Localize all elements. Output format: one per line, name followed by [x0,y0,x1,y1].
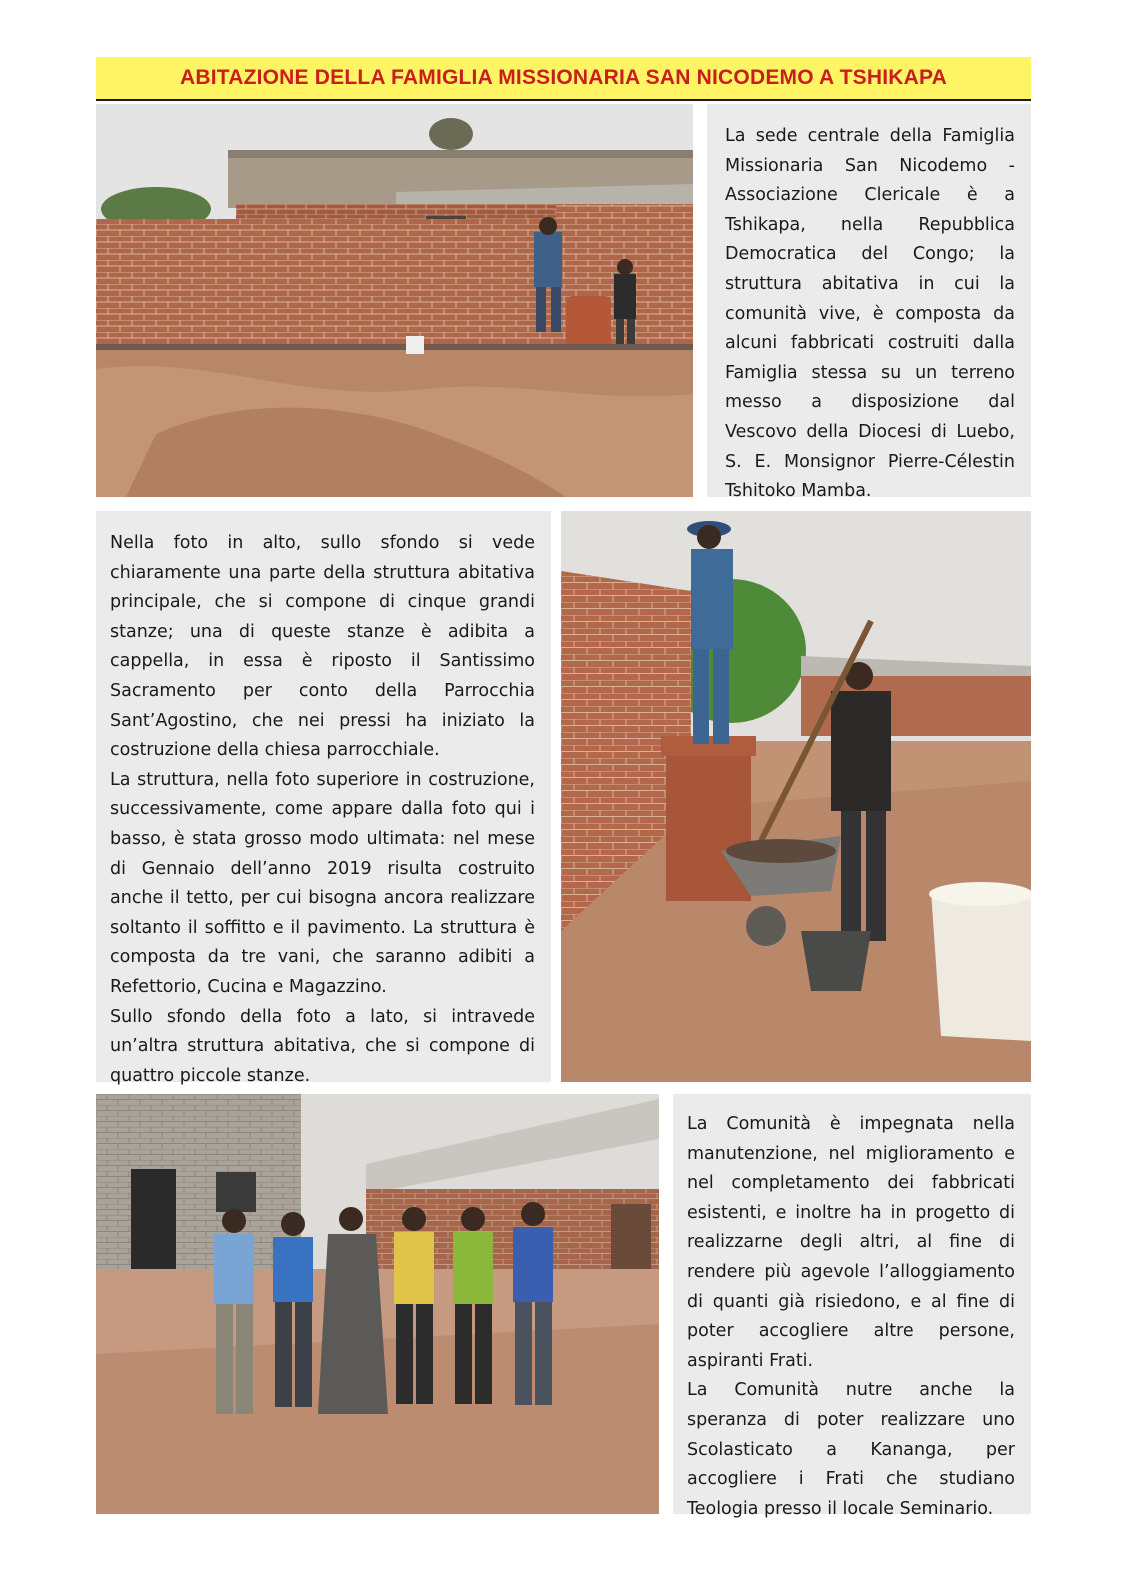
community-group-photo [96,1094,659,1514]
description-paragraph-3: Sullo sfondo della foto a lato, si intravede un’altra struttura abitativa, che si compone di quattro piccole stanze. [110,1006,535,1086]
page-title-bar [96,57,1031,101]
page-title: ABITAZIONE DELLA FAMIGLIA MISSIONARIA SAN NICODEMO A TSHIKAPA [179,66,948,89]
plans-paragraph-2: La Comunità nutre anche la speranza di poter realizzare uno Scolasticato a Kananga, per accogliere i Frati che studiano Teologia presso il locale Seminario. [687,1380,1015,1519]
description-paragraph-2: La struttura, nella foto superiore in costruzione, successivamente, come appare dalla foto qui i basso, è stata grosso modo ultimata: nel mese di Gennaio dell’anno 2019 risulta costruito anche il tetto, per cui bisogna ancora realizzare soltanto il soffitto e il pavimento. La struttura è composta da tre vani, che saranno adibiti a Refettorio, Cucina e Magazzino. [110,769,535,997]
plans-paragraph-1: La Comunità è impegnata nella manutenzione, nel miglioramento e nel completamento dei fabbricati esistenti, e inoltre ha in progetto di realizzarne degli altri, al fine di rendere più agevole l’alloggiamento di quanti già risiedono, e al fine di poter accogliere altre persone, aspiranti Frati. [687,1114,1015,1371]
description-paragraph-1: Nella foto in alto, sullo sfondo si vede chiaramente una parte della struttura abitativa principale, che si compone di cinque grandi stanze; una di queste stanze è adibita a cappella, in essa è riposto il Santissimo Sacramento per conto della Parrocchia Sant’Agostino, che nei pressi ha iniziato la costruzione della chiesa parrocchiale. [110,533,535,761]
workers-photo [561,511,1031,1082]
intro-textbox [707,104,1031,502]
intro-paragraph: La sede centrale della Famiglia Missionaria San Nicodemo - Associazione Clericale è a Tshikapa, nella Repubblica Democratica del Congo; la struttura abitativa in cui la comunità vive, è composta da alcuni fabbricati costruiti dalla Famiglia stessa su un terreno messo a disposizione dal Vescovo della Diocesi di Luebo, S. E. Monsignor Pierre-Célestin Tshitoko Mamba. [725,126,1015,502]
construction-photo [96,104,693,497]
plans-textbox [673,1094,1031,1519]
description-textbox [96,511,551,1086]
